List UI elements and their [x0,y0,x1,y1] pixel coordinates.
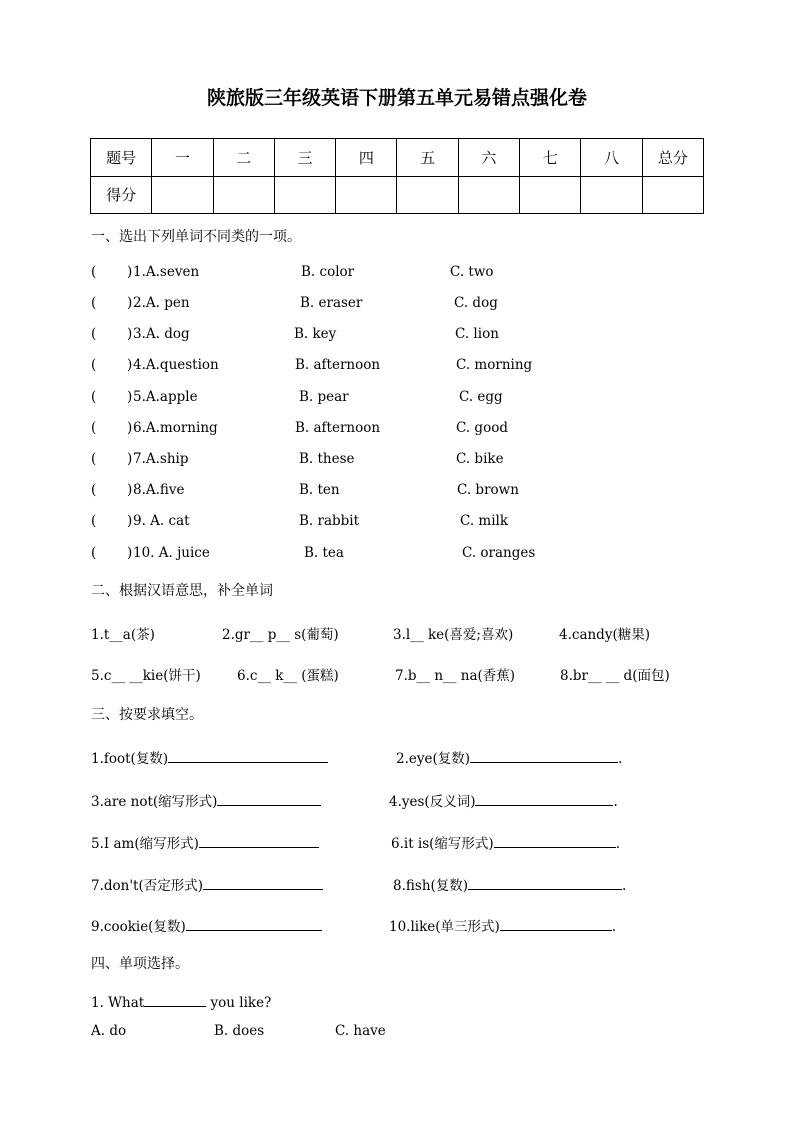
answer-paren-close: ) [127,420,133,436]
option-a: 8.A.five [133,482,185,498]
answer-paren-open[interactable]: ( [91,451,97,467]
answer-blank[interactable] [144,992,206,1007]
answer-paren-open[interactable]: ( [91,326,97,342]
score-cell[interactable] [213,176,274,214]
answer-paren-open[interactable]: ( [91,357,97,373]
option-b: B. afternoon [295,420,381,436]
section4-heading: 四、单项选择。 [91,956,189,972]
option-a: 5.A.apple [133,389,198,405]
score-cell[interactable] [274,176,335,214]
transform-item: 9.cookie(复数) [91,915,322,935]
fill-word-item: 8.br__ __ d(面包) [560,668,670,684]
answer-paren-open[interactable]: ( [91,295,97,311]
option-c: C. good [456,420,508,436]
transform-item: 7.don't(否定形式) [91,874,323,894]
option-c: C. bike [456,451,504,467]
answer-paren-close: ) [127,482,133,498]
score-cell[interactable] [458,176,519,214]
score-header-cell: 五 [397,139,458,177]
answer-blank[interactable] [203,875,323,890]
score-cell[interactable] [520,176,581,214]
transform-item: 2.eye(复数) . [396,747,622,767]
mc-option: A. do [91,1023,127,1039]
fill-word-item: 4.candy(糖果) [559,627,650,643]
score-header-cell: 二 [213,139,274,177]
score-cell[interactable] [152,176,213,214]
option-a: 4.A.question [133,357,219,373]
answer-blank[interactable] [468,875,622,890]
page-title: 陕旅版三年级英语下册第五单元易错点强化卷 [206,87,587,109]
option-c: C. lion [455,326,499,342]
answer-blank[interactable] [168,748,328,763]
option-b: B. key [294,326,337,342]
score-header-cell: 总分 [642,139,703,177]
option-b: B. eraser [300,295,363,311]
option-a: 2.A. pen [133,295,190,311]
answer-blank[interactable] [199,833,319,848]
transform-item: 6.it is(缩写形式) . [391,832,620,852]
answer-paren-close: ) [127,451,133,467]
transform-item: 10.like(单三形式) . [389,915,616,935]
answer-paren-close: ) [127,326,133,342]
score-table [90,138,704,214]
transform-item: 4.yes(反义词) . [389,790,618,810]
option-c: C. morning [456,357,533,373]
section1-heading: 一、选出下列单词不同类的一项。 [91,229,301,245]
answer-paren-close: ) [127,357,133,373]
option-c: C. dog [454,295,498,311]
answer-paren-open[interactable]: ( [91,389,97,405]
option-c: C. milk [460,513,509,529]
answer-paren-close: ) [127,513,133,529]
score-row-label: 得分 [91,176,152,214]
option-c: C. oranges [462,545,536,561]
score-table-header-row [91,139,704,177]
fill-word-item: 7.b__ n__ na(香蕉) [395,668,516,684]
transform-item: 1.foot(复数) [91,747,328,767]
fill-word-item: 5.c__ __kie(饼干) [91,668,201,684]
option-b: B. afternoon [295,357,381,373]
option-a: 3.A. dog [133,326,190,342]
option-b: B. color [301,264,355,280]
answer-paren-open[interactable]: ( [91,513,97,529]
score-cell[interactable] [581,176,642,214]
section3-heading: 三、按要求填空。 [91,707,203,723]
mc-option: B. does [214,1023,265,1039]
option-b: B. rabbit [299,513,360,529]
score-header-cell: 题号 [91,139,152,177]
answer-paren-open[interactable]: ( [91,264,97,280]
score-cell[interactable] [642,176,703,214]
answer-paren-open[interactable]: ( [91,482,97,498]
option-a: 10. A. juice [133,545,210,561]
answer-blank[interactable] [186,916,322,931]
option-b: B. tea [304,545,344,561]
option-b: B. ten [299,482,340,498]
option-c: C. two [450,264,494,280]
score-header-cell: 六 [458,139,519,177]
score-cell[interactable] [336,176,397,214]
option-c: C. brown [457,482,519,498]
fill-word-item: 1.t__a(茶) [91,627,155,643]
option-b: B. pear [299,389,349,405]
answer-blank[interactable] [494,833,616,848]
mc-question: 1. What you like? [91,992,271,1011]
score-header-cell: 一 [152,139,213,177]
transform-item: 8.fish(复数) . [393,874,626,894]
answer-blank[interactable] [500,916,612,931]
answer-blank[interactable] [217,791,321,806]
answer-blank[interactable] [470,748,618,763]
fill-word-item: 2.gr__ p__ s(葡萄) [222,627,339,643]
answer-paren-open[interactable]: ( [91,420,97,436]
answer-paren-close: ) [127,295,133,311]
score-header-cell: 四 [336,139,397,177]
answer-paren-close: ) [127,389,133,405]
option-a: 9. A. cat [133,513,190,529]
section2-heading: 二、根据汉语意思，补全单词 [91,583,273,599]
fill-word-item: 3.l__ ke(喜爱;喜欢) [393,627,514,643]
answer-paren-close: ) [127,264,133,280]
answer-paren-open[interactable]: ( [91,545,97,561]
score-header-cell: 三 [274,139,335,177]
answer-paren-close: ) [127,545,133,561]
transform-item: 5.I am(缩写形式) [91,832,319,852]
option-a: 6.A.morning [133,420,218,436]
score-header-cell: 七 [520,139,581,177]
option-a: 1.A.seven [133,264,200,280]
answer-blank[interactable] [475,791,613,806]
score-cell[interactable] [397,176,458,214]
score-table-score-row [91,176,704,214]
fill-word-item: 6.c__ k__ (蛋糕) [237,668,339,684]
mc-option: C. have [335,1023,386,1039]
option-c: C. egg [459,389,503,405]
score-header-cell: 八 [581,139,642,177]
option-a: 7.A.ship [133,451,189,467]
transform-item: 3.are not(缩写形式) [91,790,321,810]
option-b: B. these [299,451,355,467]
